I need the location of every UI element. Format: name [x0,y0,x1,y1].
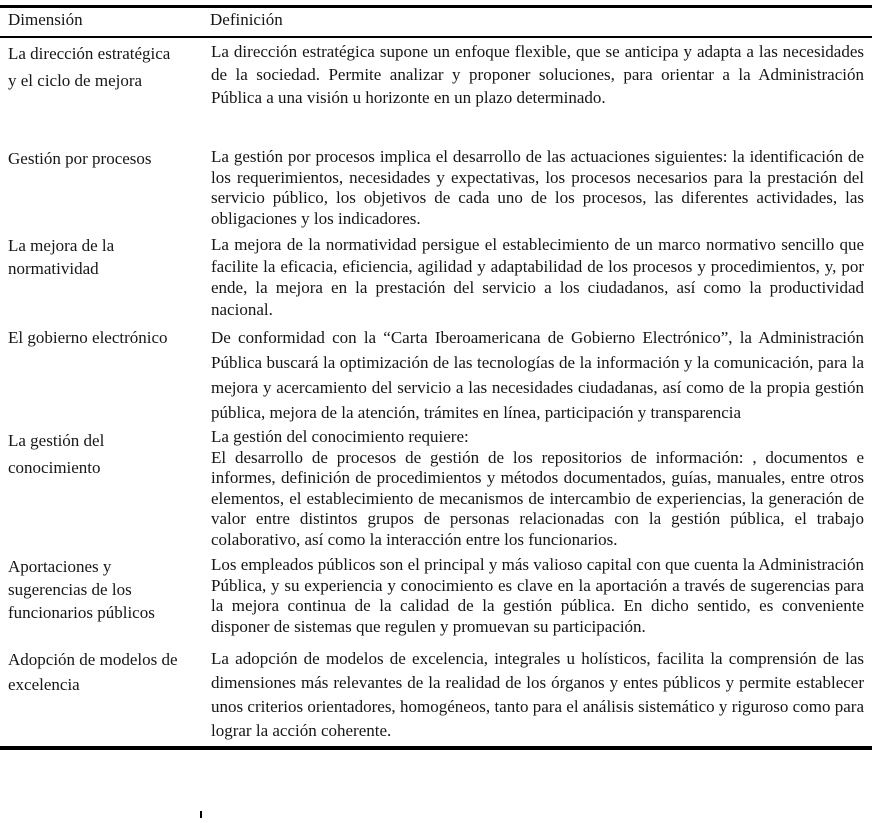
table-row [0,425,872,553]
definition-paragraph: De conformidad con la “Carta Iberoamericana de Gobierno Electrónico”, la Administración Pública buscará la optimización de las tecnologías de la información y la comunicación, para la mejora y acercamiento del servicio a las necesidades ciudadanas, así como de la propia gestión pública, mejora de la atención, trámites en línea, participación y transparencia [211,328,864,422]
definition-paragraph: La gestión por procesos implica el desarrollo de las actuaciones siguientes: la identificación de los requerimientos, necesidades y expectativas, los procesos necesarios para la prestación del servicio público, los objetivos de cada uno de los procesos, las diferentes actividades, las obligaciones y los indicadores. [211,147,864,228]
table-row [0,37,872,145]
dimension-cell: Adopción de modelos de excelencia [8,650,178,694]
definition-cell [210,145,872,232]
table-row [0,232,872,323]
definition-cell [210,37,872,145]
header-row [0,7,872,38]
table-row [0,645,872,748]
column-header-definition: Definición [210,7,872,38]
table-row [0,553,872,645]
dimension-cell: La gestión del conocimiento [8,431,105,477]
table-body [0,37,872,748]
dimension-cell: La mejora de la normatividad [8,236,115,278]
dimension-cell: La dirección estratégica y el ciclo de mejora [8,44,171,90]
definition-cell [210,553,872,645]
definition-paragraph: La gestión del conocimiento requiere: [211,427,469,446]
definition-cell [210,323,872,425]
definition-paragraph: La dirección estratégica supone un enfoque flexible, que se anticipa y adapta a las necesidades de la sociedad. Permite analizar y proponer soluciones, para orientar a la Administración Pública a una visión u horizonte en un plazo determinado. [211,42,864,107]
definition-cell [210,645,872,748]
dimensions-table [0,5,872,750]
dimension-cell: Gestión por procesos [8,149,152,168]
table-header [0,7,872,38]
definition-cell [210,232,872,323]
dimension-cell: Aportaciones y sugerencias de los funcionarios públicos [8,557,155,622]
definition-paragraph: Los empleados públicos son el principal y más valioso capital con que cuenta la Administración Pública, y su experiencia y conocimiento es clave en la aportación a través de sugerencias para la mejora continua de la calidad de la gestión pública. En dicho sentido, es conveniente disponer de sistemas que regulen y promuevan su participación. [211,555,864,636]
table-row [0,145,872,232]
column-divider-tick [200,811,202,818]
dimension-cell: El gobierno electrónico [8,328,168,347]
column-header-dimension: Dimensión [0,7,210,38]
definition-paragraph: La adopción de modelos de excelencia, integrales u holísticos, facilita la comprensión de las dimensiones más relevantes de la realidad de los órganos y entes públicos y permite establecer unos criterios orientadores, homogéneos, tanto para el análisis sistemático y riguroso como para lograr la acción coherente. [211,649,864,740]
definition-paragraph: La mejora de la normatividad persigue el establecimiento de un marco normativo sencillo que facilite la eficacia, eficiencia, agilidad y adaptabilidad de los procesos y procedimientos, y, por ende, la mejora en la prestación del servicio a los ciudadanos, así como la productividad nacional. [211,235,864,319]
table-row [0,323,872,425]
definition-paragraph: El desarrollo de procesos de gestión de los repositorios de información: , documentos e informes, definición de procedimientos y métodos documentados, guías, manuales, entre otros elementos, el establecimiento de mecanismos de intercambio de experiencias, la generación de valor entre distintos grupos de personas relacionadas con la gestión pública, el trabajo colaborativo, así como la interacción entre los funcionarios. [211,447,864,549]
definition-cell [210,425,872,553]
